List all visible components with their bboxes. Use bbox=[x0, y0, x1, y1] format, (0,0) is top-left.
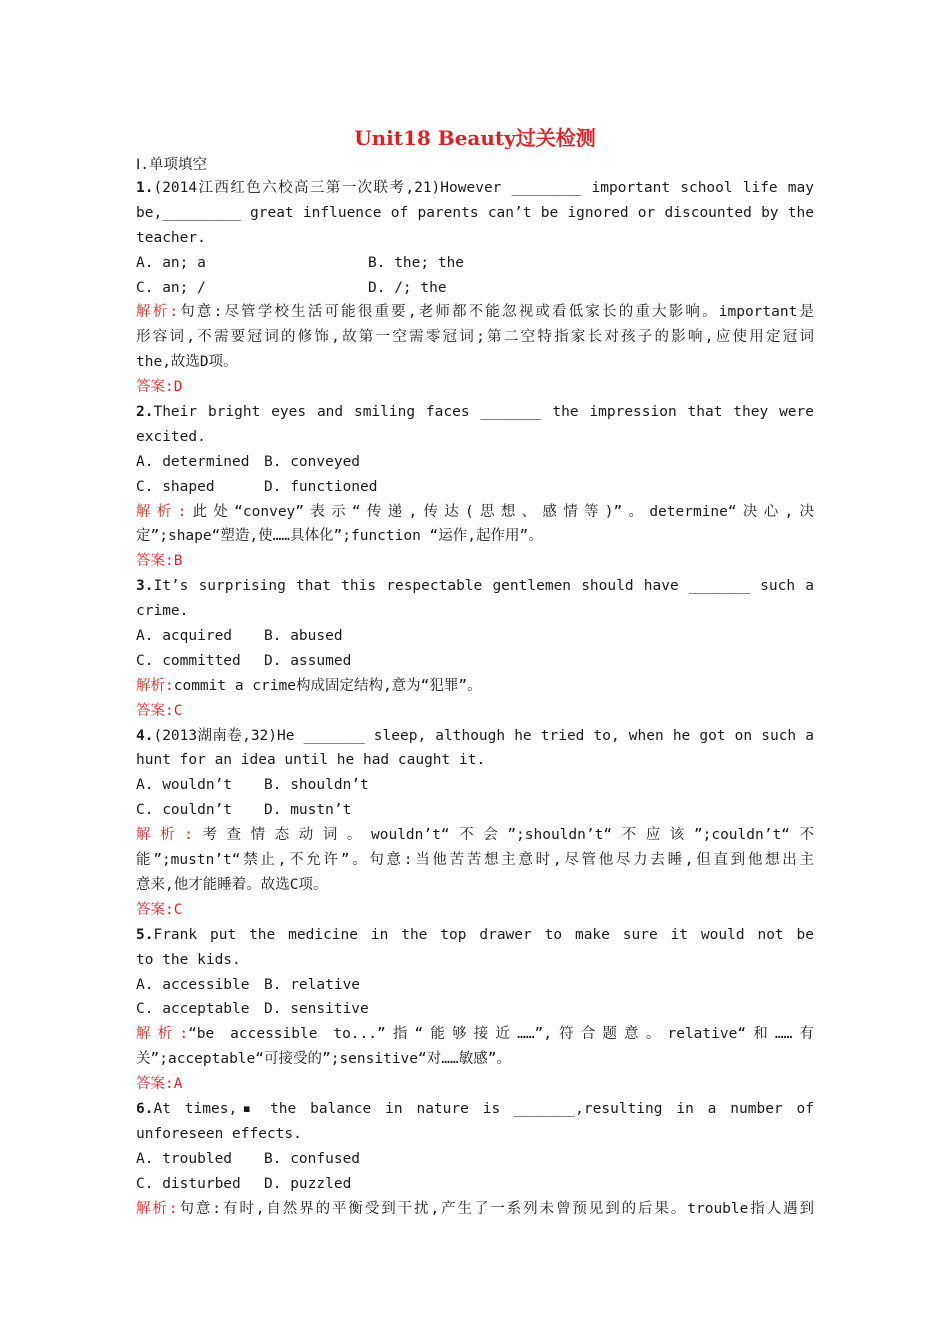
answer-value: C bbox=[173, 702, 183, 719]
page-title: Unit18 Beauty过关检测 bbox=[354, 126, 596, 150]
option-c: C. acceptable bbox=[136, 1001, 250, 1018]
question-number: 2. bbox=[136, 404, 154, 421]
question-text-line: excited. bbox=[136, 428, 206, 445]
analysis-text: 句意:有时,自然界的平衡受到干扰,产生了一系列未曾预见到的后果。trouble指人遇到 bbox=[177, 1200, 814, 1217]
option-b: B. confused bbox=[264, 1150, 361, 1167]
option-a: A. wouldn’t bbox=[136, 777, 233, 794]
analysis-text: 形容词,不需要冠词的修饰,故第一空需零冠词;第二空特指家长对孩子的影响,应使用定冠词 bbox=[136, 329, 814, 346]
option-a: A. determined bbox=[136, 453, 250, 470]
option-c: C. couldn’t bbox=[136, 802, 233, 819]
answer-label: 答案: bbox=[136, 1076, 174, 1093]
option-a: A. accessible bbox=[136, 976, 250, 993]
answer-value: D bbox=[173, 379, 183, 396]
analysis-label: 解析: bbox=[136, 1026, 189, 1043]
option-d: D. puzzled bbox=[264, 1175, 352, 1192]
question-5 bbox=[136, 923, 814, 1097]
analysis-text: 关”;acceptable“可接受的”;sensitive“对……敏感”。 bbox=[136, 1051, 511, 1068]
question-3 bbox=[136, 574, 814, 723]
answer-value: C bbox=[173, 901, 183, 918]
answer-label: 答案: bbox=[136, 702, 174, 719]
question-number: 1. bbox=[136, 180, 154, 196]
question-text-line: (2013湖南卷,32)He _______ sleep, although he tried to, when he got on such a bbox=[153, 727, 814, 744]
analysis-text: 句意:尽管学校生活可能很重要,老师都不能忽视或看低家长的重大影响。important是 bbox=[178, 304, 814, 321]
analysis-label: 解析: bbox=[136, 677, 174, 694]
option-a: A. troubled bbox=[136, 1150, 233, 1167]
option-b: B. conveyed bbox=[264, 453, 361, 470]
question-number: 6. bbox=[136, 1100, 154, 1117]
answer-label: 答案: bbox=[136, 553, 174, 570]
option-d: D. mustn’t bbox=[264, 802, 352, 819]
analysis-text: 此处“convey”表示“传递,传达(思想、感情等)”。determine“决心,决 bbox=[186, 503, 814, 520]
analysis-label: 解析: bbox=[136, 827, 193, 844]
question-text-line: (2014江西红色六校高三第一次联考,21)However ________ important school life may bbox=[153, 180, 814, 196]
option-d: D. assumed bbox=[264, 652, 352, 669]
question-4 bbox=[136, 724, 814, 923]
option-b: B. the; the bbox=[368, 254, 465, 271]
answer-label: 答案: bbox=[136, 901, 174, 918]
question-text-line: hunt for an idea until he had caught it. bbox=[136, 752, 486, 769]
question-number: 4. bbox=[136, 727, 154, 744]
question-text-line: crime. bbox=[136, 603, 189, 620]
question-text-line: be,_________ great influence of parents can’t be ignored or discounted by the bbox=[136, 204, 814, 221]
option-d: D. sensitive bbox=[264, 1001, 369, 1018]
question-number: 5. bbox=[136, 926, 154, 943]
analysis-text: 定”;shape“塑造,使……具体化”;function “运作,起作用”。 bbox=[136, 528, 543, 545]
option-c: C. an; / bbox=[136, 279, 206, 296]
option-a: A. acquired bbox=[136, 628, 233, 645]
question-text-line: unforeseen effects. bbox=[136, 1125, 302, 1142]
analysis-label: 解析: bbox=[136, 1200, 178, 1217]
question-text-line: At times,▪ the balance in nature is _______,resulting in a number of bbox=[153, 1100, 814, 1117]
analysis-label: 解析: bbox=[136, 304, 179, 321]
document-page bbox=[136, 122, 814, 1221]
option-b: B. shouldn’t bbox=[264, 777, 369, 794]
section-heading: Ⅰ.单项填空 bbox=[136, 157, 208, 173]
analysis-label: 解析: bbox=[136, 503, 187, 520]
analysis-text: 考查情态动词。wouldn’t“不会”;shouldn’t“不应该”;couldn’t“不 bbox=[192, 827, 814, 844]
analysis-text: 能”;mustn’t“禁止,不允许”。句意:当他苦苦想主意时,尽管他尽力去睡,但直到他想出主 bbox=[136, 852, 814, 869]
question-text-line: It’s surprising that this respectable gentlemen should have _______ such a bbox=[153, 578, 814, 595]
question-6 bbox=[136, 1097, 814, 1221]
option-a: A. an; a bbox=[136, 254, 206, 271]
option-c: C. shaped bbox=[136, 478, 215, 495]
answer-value: A bbox=[173, 1076, 183, 1093]
analysis-text: commit a crime构成固定结构,意为“犯罪”。 bbox=[173, 677, 482, 694]
question-text-line: Frank put the medicine in the top drawer to make sure it would not be bbox=[153, 926, 814, 943]
analysis-text: “be accessible to...”指“能够接近……”,符合题意。relative“和……有 bbox=[188, 1026, 814, 1043]
question-number: 3. bbox=[136, 578, 154, 595]
question-text-line: teacher. bbox=[136, 229, 206, 246]
option-c: C. disturbed bbox=[136, 1175, 241, 1192]
question-2 bbox=[136, 400, 814, 574]
option-b: B. abused bbox=[264, 628, 343, 645]
option-d: D. functioned bbox=[264, 478, 378, 495]
question-text-line: Their bright eyes and smiling faces _______ the impression that they were bbox=[153, 404, 814, 421]
analysis-text: the,故选D项。 bbox=[136, 354, 238, 371]
option-c: C. committed bbox=[136, 652, 241, 669]
analysis-text: 意来,他才能睡着。故选C项。 bbox=[136, 876, 328, 893]
option-b: B. relative bbox=[264, 976, 361, 993]
question-text-line: to the kids. bbox=[136, 951, 241, 968]
answer-value: B bbox=[173, 553, 183, 570]
answer-label: 答案: bbox=[136, 379, 174, 396]
question-1 bbox=[136, 176, 814, 400]
option-d: D. /; the bbox=[368, 279, 447, 296]
